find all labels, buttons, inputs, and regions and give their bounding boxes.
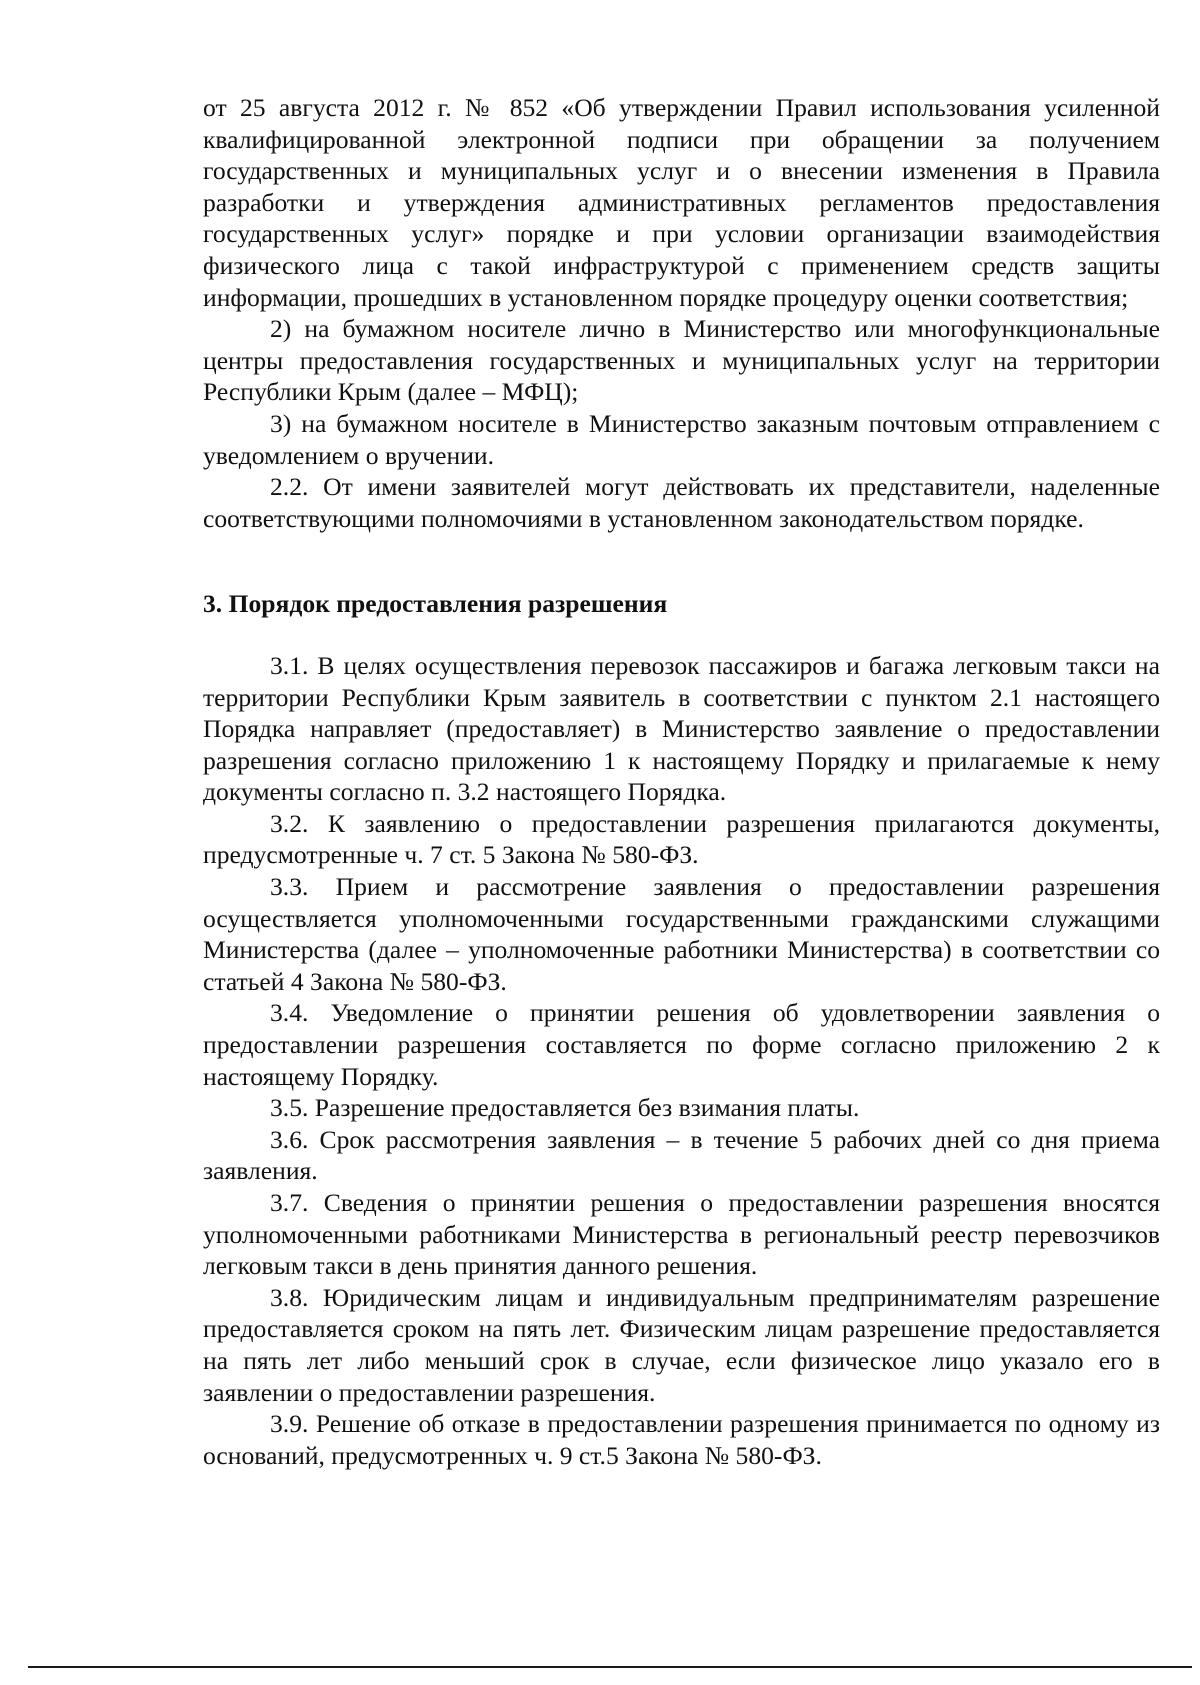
clause-3-1: 3.1. В целях осуществления перевозок пассажиров и багажа легковым такси на территории Республики Крым заявитель в соответствии с пунктом 2.1 настоящего Порядка направляет (предоставляет) в Министерство заявление о предоставлении разрешения согласно приложению 1 к настоящему Порядку и прилагаемые к нему документы согласно п. 3.2 настоящего Порядка. [203,650,1160,807]
list-item-2: 2) на бумажном носителе лично в Министерство или многофункциональные центры предоставления государственных и муниципальных услуг на территории Республики Крым (далее – МФЦ); [203,314,1160,407]
clause-3-4: 3.4. Уведомление о принятии решения об удовлетворении заявления о предоставлении разрешения составляется по форме согласно приложению 2 к настоящему Порядку. [203,998,1160,1091]
paragraph-continuation: от 25 августа 2012 г. № 852 «Об утверждении Правил использования усиленной квалифицированной электронной подписи при обращении за получением государственных и муниципальных услуг и о внесении изменения в Правила разработки и утверждения административных регламентов предоставления государственных услуг» порядке и при условии организации взаимодействия физического лица с такой инфраструктурой с применением средств защиты информации, прошедших в установленном порядке процедуру оценки соответствия; [203,93,1160,312]
page-bottom-rule [28,1666,1192,1668]
clause-3-6: 3.6. Срок рассмотрения заявления – в течение 5 рабочих дней со дня приема заявления. [203,1124,1160,1186]
clause-3-3: 3.3. Прием и рассмотрение заявления о предоставлении разрешения осуществляется уполномоченными государственными гражданскими служащими Министерства (далее – уполномоченные работники Министерства) в соответствии со статьей 4 Закона № 580-ФЗ. [203,872,1160,996]
clause-3-9: 3.9. Решение об отказе в предоставлении разрешения принимается по одному из оснований, предусмотренных ч. 9 ст.5 Закона № 580-ФЗ. [203,1409,1160,1470]
clause-3-8: 3.8. Юридическим лицам и индивидуальным предпринимателям разрешение предоставляется сроком на пять лет. Физическим лицам разрешение предоставляется на пять лет либо меньший срок в случае, если физическое лицо указало его в заявлении о предоставлении разрешения. [203,1282,1160,1407]
document-body [203,92,1160,1471]
clause-3-7: 3.7. Сведения о принятии решения о предоставлении разрешения вносятся уполномоченными работниками Министерства в региональный реестр перевозчиков легковым такси в день принятия данного решения. [203,1188,1160,1281]
clause-3-2: 3.2. К заявлению о предоставлении разрешения прилагаются документы, предусмотренные ч. 7 ст. 5 Закона № 580-ФЗ. [203,808,1160,870]
clause-2-2: 2.2. От имени заявителей могут действовать их представители, наделенные соответствующими полномочиями в установленном законодательством порядке. [203,472,1160,533]
clause-3-5: 3.5. Разрешение предоставляется без взимания платы. [270,1093,860,1123]
list-item-3: 3) на бумажном носителе в Министерство заказным почтовым отправлением с уведомлением о вручении. [203,408,1160,470]
spacer [203,620,1160,650]
spacer [203,534,1160,588]
section-3-heading: 3. Порядок предоставления разрешения [203,589,668,619]
